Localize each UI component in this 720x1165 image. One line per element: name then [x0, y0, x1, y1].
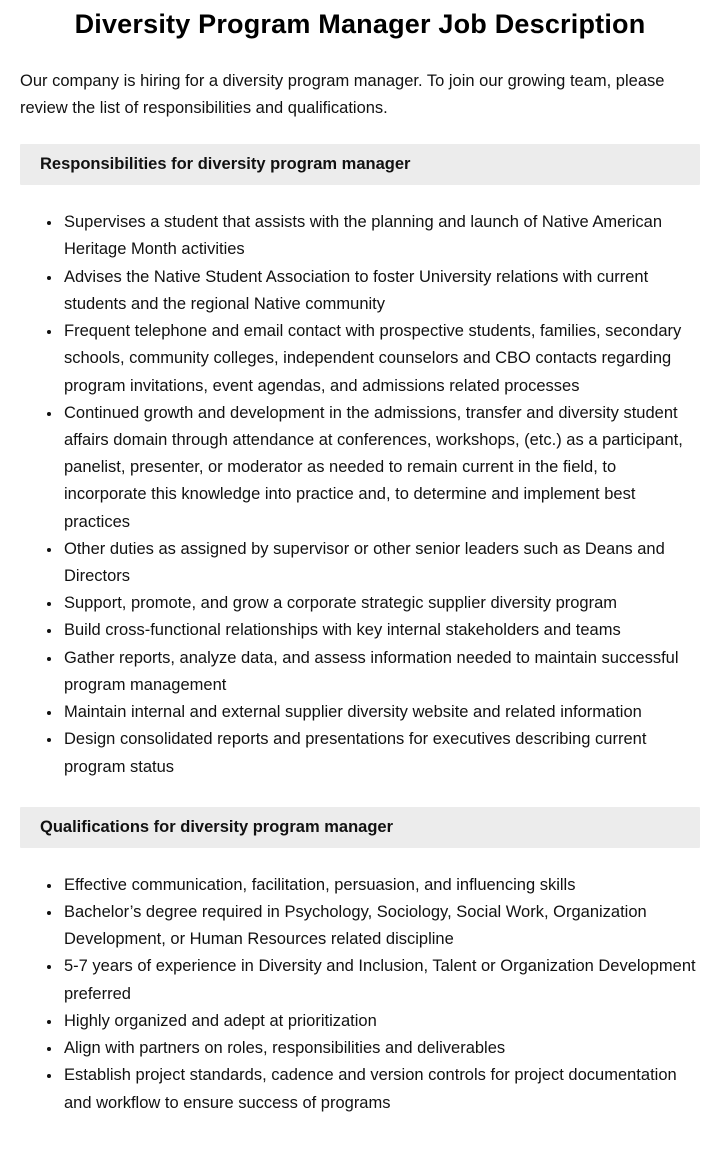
- responsibilities-list: [20, 209, 700, 781]
- bullet-item: • Frequent telephone and email contact with prospective students, families, secondary schools, community colleges, independent counselors and CBO contacts regarding program invitations, event agendas, and admissions related processes: [62, 318, 700, 400]
- responsibilities-section: [20, 144, 700, 781]
- bullet-item: • Design consolidated reports and presentations for executives describing current program status: [62, 726, 700, 780]
- qualifications-list: [20, 872, 700, 1117]
- bullet-item: • Other duties as assigned by supervisor or other senior leaders such as Deans and Directors: [62, 536, 700, 590]
- bullet-item: • Highly organized and adept at prioritization: [62, 1008, 700, 1035]
- responsibilities-heading: Responsibilities for diversity program manager: [20, 144, 700, 185]
- qualifications-section: [20, 807, 700, 1117]
- bullet-item: • Gather reports, analyze data, and assess information needed to maintain successful program management: [62, 645, 700, 699]
- qualifications-heading: Qualifications for diversity program manager: [20, 807, 700, 848]
- bullet-item: • Build cross-functional relationships with key internal stakeholders and teams: [62, 617, 700, 644]
- intro-paragraph: Our company is hiring for a diversity program manager. To join our growing team, please review the list of responsibilities and qualifications.: [20, 71, 665, 117]
- bullet-item: • Support, promote, and grow a corporate strategic supplier diversity program: [62, 590, 700, 617]
- bullet-item: • Advises the Native Student Association to foster University relations with current students and the regional Native community: [62, 264, 700, 318]
- bullet-item: • Establish project standards, cadence and version controls for project documentation and workflow to ensure success of programs: [62, 1062, 700, 1116]
- bullet-item: • 5-7 years of experience in Diversity and Inclusion, Talent or Organization Development preferred: [62, 953, 700, 1007]
- bullet-item: • Maintain internal and external supplier diversity website and related information: [62, 699, 700, 726]
- bullet-item: • Supervises a student that assists with the planning and launch of Native American Heritage Month activities: [62, 209, 700, 263]
- page-title: Diversity Program Manager Job Description: [74, 9, 646, 39]
- bullet-item: • Align with partners on roles, responsibilities and deliverables: [62, 1035, 700, 1062]
- bullet-item: • Bachelor’s degree required in Psychology, Sociology, Social Work, Organization Development, or Human Resources related discipline: [62, 899, 700, 953]
- bullet-item: • Effective communication, facilitation, persuasion, and influencing skills: [62, 872, 700, 899]
- bullet-item: • Continued growth and development in the admissions, transfer and diversity student affairs domain through attendance at conferences, workshops, (etc.) as a participant, panelist, presenter, or moderator as needed to remain current in the field, to incorporate this knowledge into practice and, to determine and implement best practices: [62, 400, 700, 536]
